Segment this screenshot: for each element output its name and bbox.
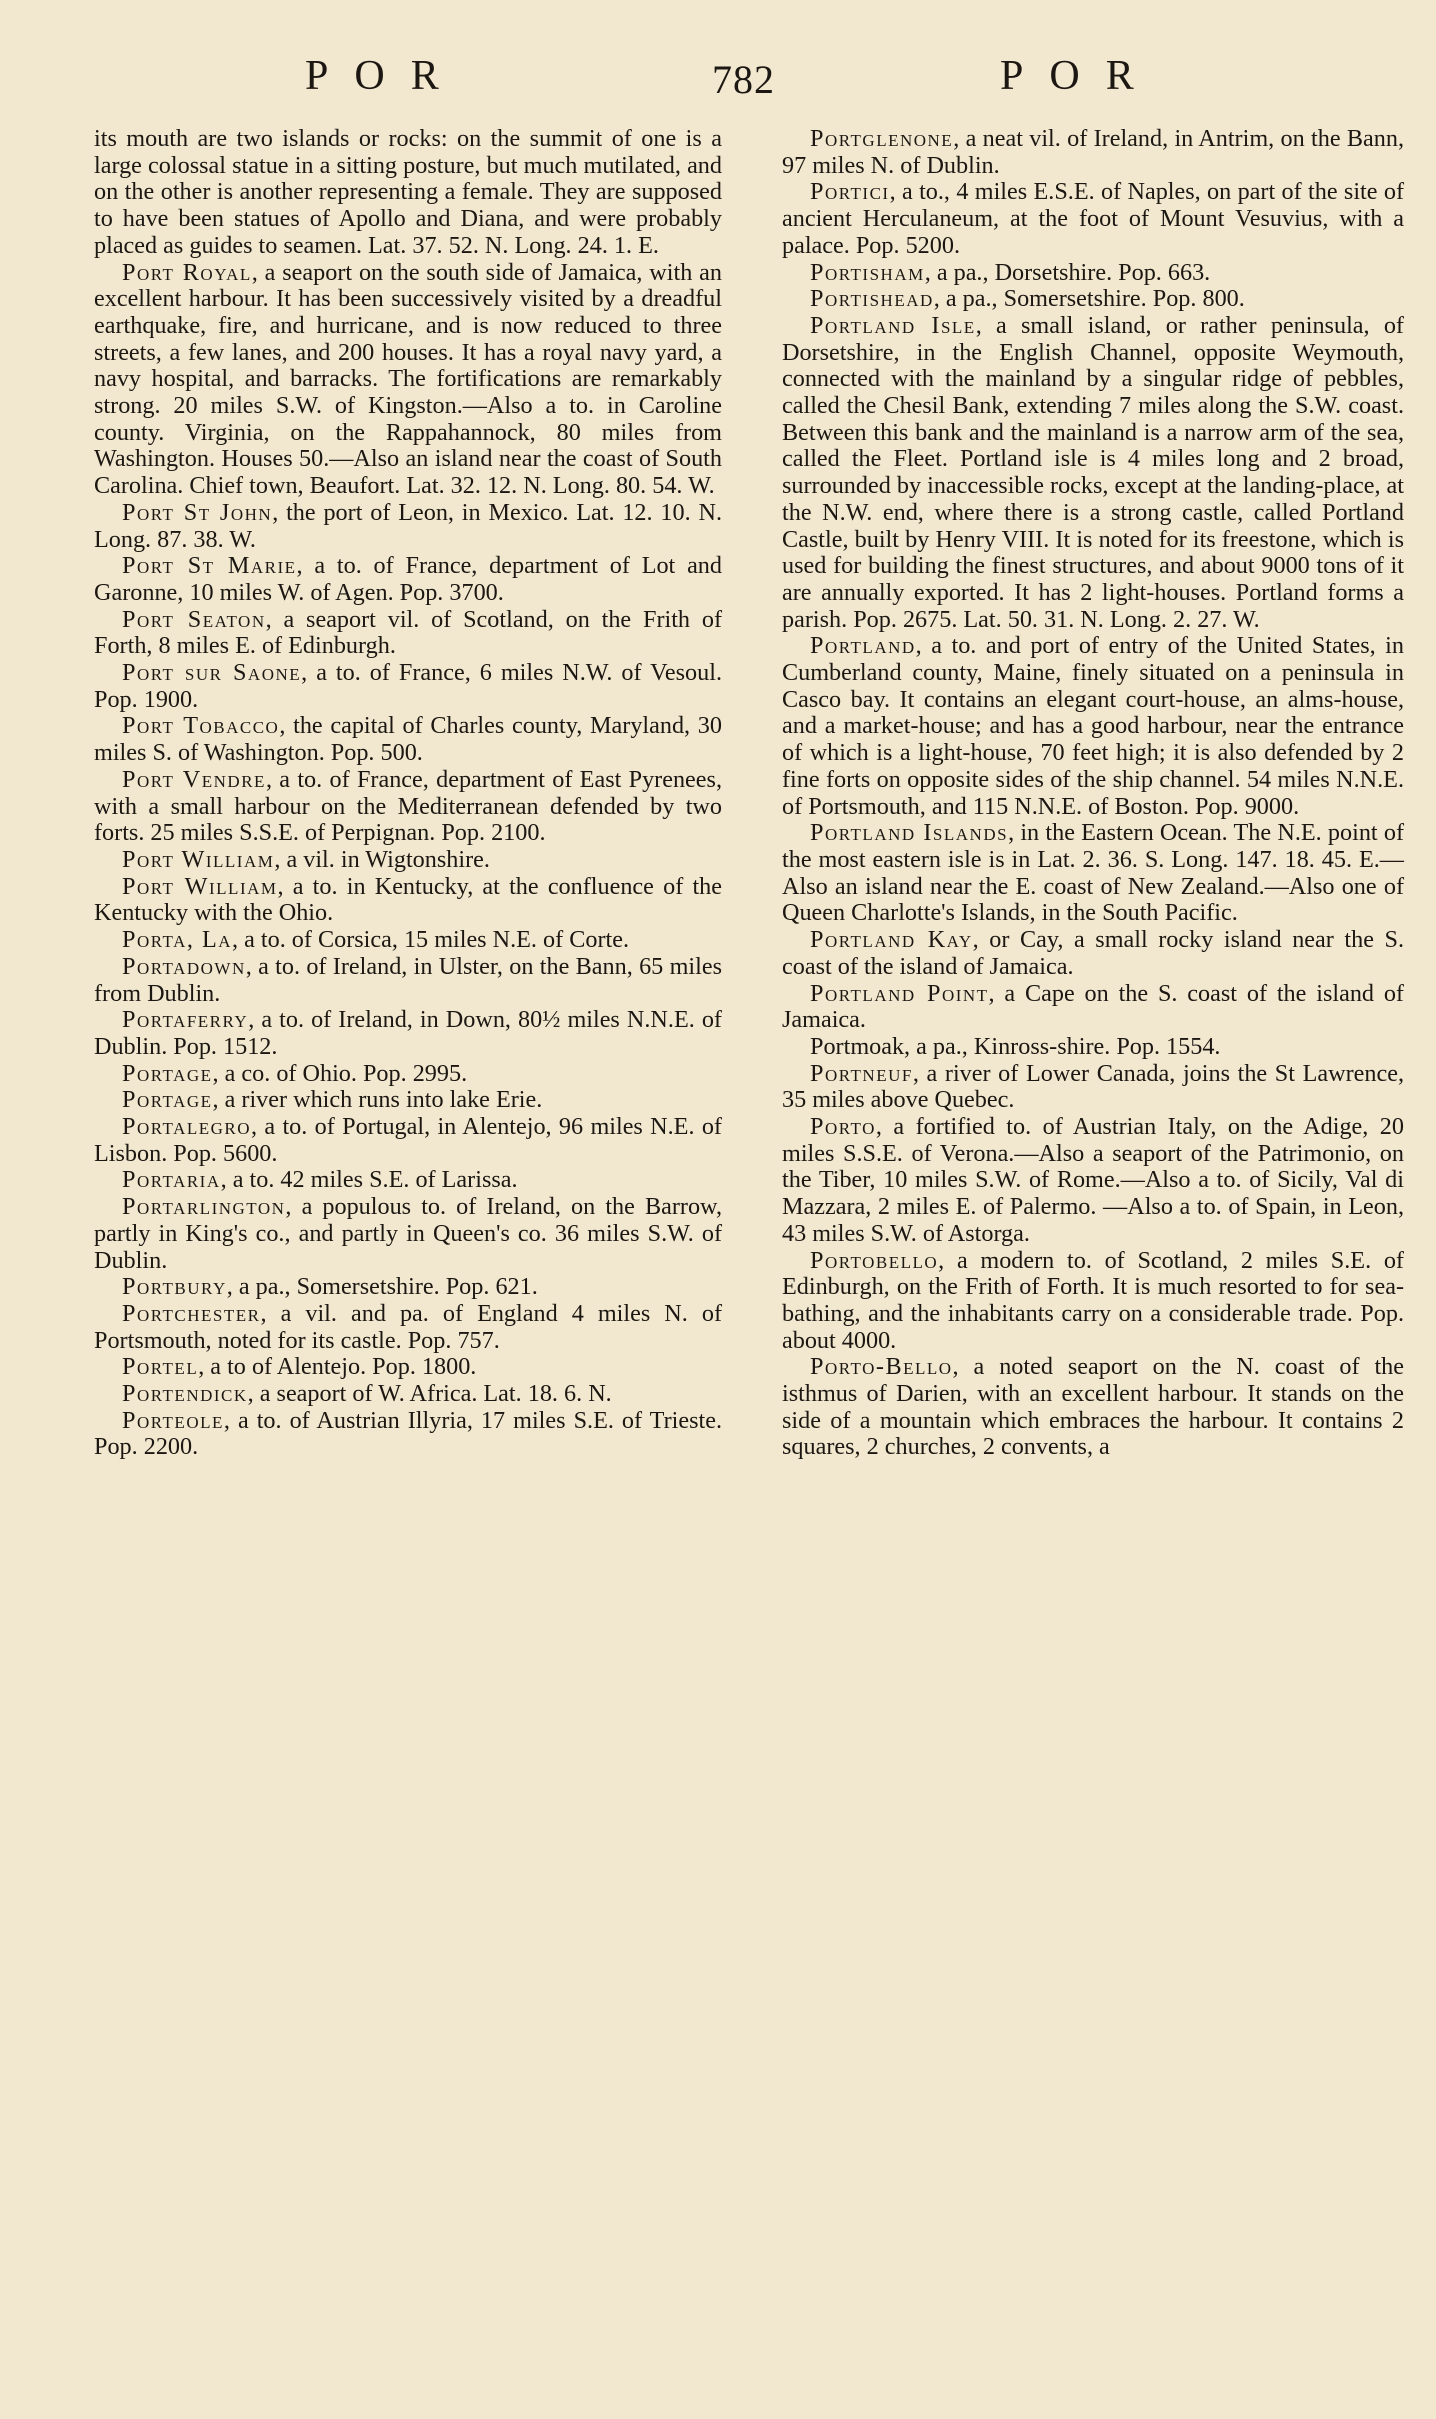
gazetteer-entry — [94, 1354, 722, 1381]
right-column — [782, 126, 1404, 1461]
gazetteer-entry — [782, 126, 1404, 179]
gazetteer-entry — [782, 260, 1404, 287]
gazetteer-entry — [94, 713, 722, 766]
entry-text: , a noted seaport on the N. coast of the isthmus of Darien, with an excellent harbour. It stands on the side of a mountain which embraces the harbour. It contains 2 squares, 2 churches, 2 convents, a — [782, 1353, 1404, 1461]
gazetteer-entry — [94, 1301, 722, 1354]
entry-headword: Port St Marie — [122, 552, 297, 580]
gazetteer-entry — [94, 1274, 722, 1301]
entry-headword: Port Seaton — [122, 605, 266, 633]
gazetteer-entry — [94, 954, 722, 1007]
gazetteer-entry — [94, 1167, 722, 1194]
entry-text: , a small island, or rather peninsula, of Dorsetshire, in the English Channel, opposite Weymouth, connected with the mainland by a singular ridge of pebbles, called the Chesil Bank, extending 7 miles along the S.W. coast. Between this bank and the mainland is a narrow arm of the sea, called the Fleet. Portland isle is 4 miles long and 2 broad, surrounded by inaccessible rocks, except at the landing-place, at the N.W. end, where there is a strong castle, called Portland Castle, built by Henry VIII. It is noted for its freestone, which is used for building the finest structures, and about 9000 tons of it are annually exported. It has 2 light-houses. Portland forms a parish. Pop. 2675. Lat. 50. 31. N. Long. 2. 27. W. — [782, 311, 1404, 633]
entry-text: , a to of Alentejo. Pop. 1800. — [198, 1353, 477, 1381]
entry-headword: Porta, La — [122, 926, 232, 954]
gazetteer-entry — [94, 553, 722, 606]
gazetteer-entry — [94, 1381, 722, 1408]
entry-headword: Portglenone — [810, 125, 954, 152]
gazetteer-entry — [782, 820, 1404, 927]
entry-headword: Portbury — [122, 1273, 227, 1301]
left-column — [94, 126, 722, 1461]
gazetteer-entry — [782, 1114, 1404, 1248]
entry-headword: Portland Islands — [810, 819, 1009, 847]
entry-text: , a to. and port of entry of the United States, in Cumberland county, Maine, finely situated on a peninsula in Casco bay. It contains an elegant court-house, an alms-house, and a market-house; and has a good harbour, near the entrance of which is a light-house, 70 feet high; it is also defended by 2 fine forts on opposite sides of the ship channel. 54 miles N.N.E. of Portsmouth, and 115 N.N.E. of Boston. Pop. 9000. — [782, 632, 1404, 820]
gazetteer-entry — [782, 313, 1404, 633]
gazetteer-entry — [782, 1248, 1404, 1355]
entry-headword: Portchester — [122, 1299, 261, 1327]
entry-text: , a pa., Somersetshire. Pop. 800. — [933, 285, 1245, 313]
entry-text: , a populous to. of Ireland, on the Barrow, partly in King's co., and partly in Queen's co. 36 miles S.W. of Dublin. — [94, 1193, 722, 1274]
gazetteer-entry — [782, 633, 1404, 820]
entry-text: , a pa., Somersetshire. Pop. 621. — [226, 1273, 538, 1301]
entry-headword: Portici — [810, 178, 890, 206]
entry-headword: Porto — [810, 1113, 876, 1141]
entry-headword: Port William — [122, 872, 278, 900]
gazetteer-entry — [94, 500, 722, 553]
gazetteer-entry — [94, 1194, 722, 1274]
gazetteer-entry — [94, 767, 722, 847]
gazetteer-entry — [94, 1087, 722, 1114]
entry-text: , the capital of Charles county, Maryland, 30 miles S. of Washington. Pop. 500. — [94, 712, 722, 767]
gazetteer-entry — [782, 927, 1404, 980]
gazetteer-entry — [94, 1007, 722, 1060]
gazetteer-entry — [94, 874, 722, 927]
entry-text: , a vil. in Wigtonshire. — [274, 845, 490, 873]
entry-headword: Port sur Saone — [122, 659, 302, 687]
entry-headword: Port Vendre — [122, 765, 266, 793]
entry-headword: Portaferry — [122, 1006, 249, 1034]
gazetteer-entry — [94, 260, 722, 500]
entry-headword: Portel — [122, 1353, 199, 1381]
gazetteer-entry — [782, 1061, 1404, 1114]
entry-text: , a to. of France, department of Lot and Garonne, 10 miles W. of Agen. Pop. 3700. — [94, 552, 722, 606]
entry-text: , a fortified to. of Austrian Italy, on the Adige, 20 miles S.S.E. of Verona.—Also a seaport of the Patrimonio, on the Tiber, 10 miles S.W. of Rome.—Also a to. of Sicily, Val di Mazzara, 2 miles E. of Palermo. —Also a to. of Spain, in Leon, 43 miles S.W. of Astorga. — [782, 1113, 1404, 1247]
entry-headword: Portage — [122, 1059, 213, 1087]
gazetteer-entry — [782, 1354, 1404, 1461]
entry-headword: Porto-Bello — [810, 1353, 953, 1381]
gazetteer-entry — [94, 1061, 722, 1088]
entry-text: , a river of Lower Canada, joins the St Lawrence, 35 miles above Quebec. — [782, 1059, 1404, 1114]
gazetteer-entry — [782, 179, 1404, 259]
entry-text: , a seaport of W. Africa. Lat. 18. 6. N. — [247, 1380, 612, 1408]
entry-text: , a to. of France, department of East Pyrenees, with a small harbour on the Mediterranean defended by two forts. 25 miles S.S.E. of Perpignan. Pop. 2100. — [94, 765, 722, 847]
entry-text: , a to. of Austrian Illyria, 17 miles S.E. of Trieste. Pop. 2200. — [94, 1406, 722, 1461]
entry-text: , a neat vil. of Ireland, in Antrim, on the Bann, 97 miles N. of Dublin. — [782, 125, 1404, 179]
entry-headword: Portarlington — [122, 1193, 286, 1221]
entry-text: , a modern to. of Scotland, 2 miles S.E. of Edinburgh, on the Frith of Forth. It is much resorted to for sea-bathing, and the inhabitants carry on a considerable trade. Pop. about 4000. — [782, 1246, 1404, 1354]
entry-headword: Port Royal — [122, 258, 252, 286]
entry-headword: Portisham — [810, 258, 925, 286]
entry-headword: Portadown — [122, 952, 246, 980]
entry-text: , a to., 4 miles E.S.E. of Naples, on part of the site of ancient Herculaneum, at the foot of Mount Vesuvius, with a palace. Pop. 5200. — [782, 178, 1404, 259]
entry-headword: Porteole — [122, 1406, 224, 1434]
entry-headword: Portneuf — [810, 1059, 913, 1087]
gazetteer-entry — [94, 126, 722, 260]
gazetteer-entry — [782, 286, 1404, 313]
entry-headword: Portland — [810, 632, 916, 660]
gazetteer-entry — [94, 927, 722, 954]
running-head-left: POR — [305, 53, 465, 99]
entry-headword: Port Tobacco — [122, 712, 280, 740]
gazetteer-entry — [94, 1114, 722, 1167]
entry-text: , a seaport on the south side of Jamaica, with an excellent harbour. It has been successively visited by a dreadful earthquake, fire, and hurricane, and is now reduced to three streets, a few lanes, and 200 houses. It has a royal navy yard, a navy hospital, and barracks. The fortifications are remarkably strong. 20 miles S.W. of Kingston.—Also a to. in Caroline county. Virginia, on the Rappahannock, 80 miles from Washington. Houses 50.—Also an island near the coast of South Carolina. Chief town, Beaufort. Lat. 32. 12. N. Long. 80. 54. W. — [94, 258, 722, 500]
gazetteer-entry — [782, 1034, 1404, 1061]
entry-text: , or Cay, a small rocky island near the S. coast of the island of Jamaica. — [782, 926, 1404, 980]
gazetteer-entry — [94, 660, 722, 713]
running-head-right: POR — [1000, 53, 1160, 99]
entry-headword: Portendick — [122, 1380, 248, 1408]
entry-text: , in the Eastern Ocean. The N.E. point of the most eastern isle is in Lat. 2. 36. S. Long. 147. 18. 45. E.—Also an island near the E. coast of New Zealand.—Also one of Queen Charlotte's Islands, in the South Pacific. — [782, 819, 1405, 927]
entry-text: , a to. of Ireland, in Ulster, on the Bann, 65 miles from Dublin. — [94, 952, 722, 1007]
entry-headword: Portland Isle — [810, 311, 976, 339]
entry-text: its mouth are two islands or rocks: on the summit of one is a large colossal statue in a sitting posture, but much mutilated, and on the other is another representing a female. They are supposed to have been statues of Apollo and Diana, and were probably placed as guides to seamen. Lat. 37. 52. N. Long. 24. 1. E. — [94, 125, 722, 259]
entry-headword: Portobello — [810, 1246, 939, 1274]
entry-headword: Portage — [122, 1086, 213, 1114]
entry-headword: Portishead — [810, 285, 934, 313]
entry-text: , a to. of Corsica, 15 miles N.E. of Corte. — [232, 926, 630, 954]
entry-text: , a Cape on the S. coast of the island of Jamaica. — [782, 979, 1404, 1034]
entry-text: , a seaport vil. of Scotland, on the Frith of Forth, 8 miles E. of Edinburgh. — [94, 605, 722, 660]
entry-text: , a to. in Kentucky, at the confluence of the Kentucky with the Ohio. — [94, 872, 722, 927]
gazetteer-entry — [94, 847, 722, 874]
entry-headword: Portland Point — [810, 979, 989, 1007]
entry-text: , a pa., Dorsetshire. Pop. 663. — [924, 258, 1211, 286]
entry-text: , a to. of Ireland, in Down, 80½ miles N.N.E. of Dublin. Pop. 1512. — [94, 1006, 722, 1060]
entry-headword: Port William — [122, 845, 275, 873]
entry-text: , a to. 42 miles S.E. of Larissa. — [220, 1166, 518, 1194]
entry-text: , a vil. and pa. of England 4 miles N. of Portsmouth, noted for its castle. Pop. 757. — [94, 1299, 722, 1354]
page-number: 782 — [712, 57, 775, 102]
entry-headword: Port St John — [122, 498, 273, 526]
entry-headword: Portaria — [122, 1166, 221, 1194]
entry-headword: Portland Kay — [810, 926, 973, 954]
entry-text: , a co. of Ohio. Pop. 2995. — [212, 1059, 468, 1087]
gazetteer-entry — [782, 981, 1404, 1034]
entry-text: , a river which runs into lake Erie. — [212, 1086, 543, 1114]
gazetteer-entry — [94, 1408, 722, 1461]
entry-text: Portmoak, a pa., Kinross-shire. Pop. 1554. — [810, 1032, 1221, 1060]
gazetteer-entry — [94, 607, 722, 660]
entry-text: , the port of Leon, in Mexico. Lat. 12. 10. N. Long. 87. 38. W. — [94, 498, 722, 553]
entry-text: , a to. of France, 6 miles N.W. of Vesoul. Pop. 1900. — [94, 659, 722, 713]
entry-text: , a to. of Portugal, in Alentejo, 96 miles N.E. of Lisbon. Pop. 5600. — [94, 1113, 722, 1167]
entry-headword: Portalegro — [122, 1113, 252, 1141]
